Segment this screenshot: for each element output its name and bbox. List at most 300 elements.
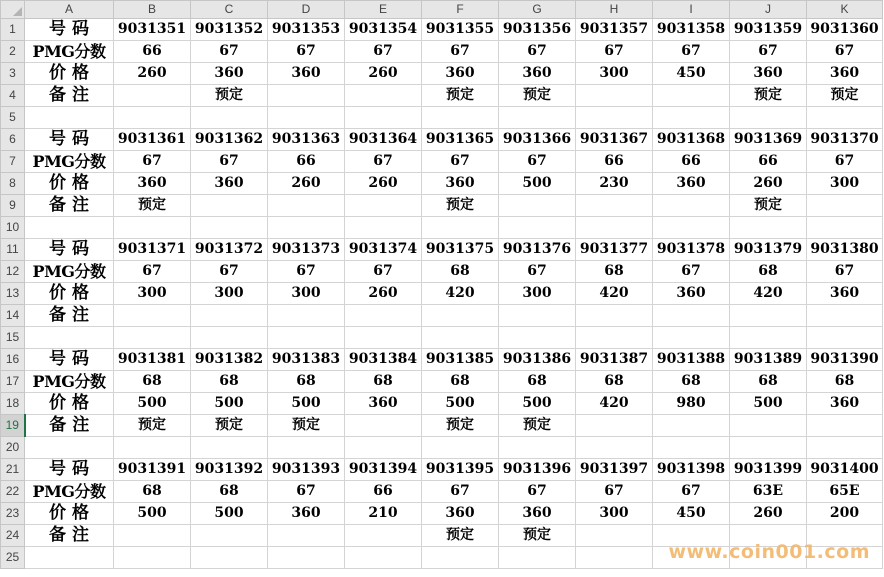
coin-number-cell[interactable]: 9031386 [499,349,576,371]
coin-number-cell[interactable]: 9031400 [807,459,883,481]
pmg-score-cell[interactable]: 67 [422,481,499,503]
pmg-score-cell[interactable]: 67 [114,261,191,283]
empty-cell[interactable] [576,547,653,569]
empty-cell[interactable] [25,107,114,129]
price-cell[interactable]: 500 [499,393,576,415]
row-header-3[interactable]: 3 [1,63,25,85]
row-label-pmg[interactable]: PMG分数 [25,371,114,393]
column-header-e[interactable]: E [345,1,422,19]
note-cell[interactable] [576,85,653,107]
coin-number-cell[interactable]: 9031380 [807,239,883,261]
coin-number-cell[interactable]: 9031398 [653,459,730,481]
column-header-g[interactable]: G [499,1,576,19]
price-cell[interactable]: 360 [422,173,499,195]
coin-number-cell[interactable]: 9031363 [268,129,345,151]
pmg-score-cell[interactable]: 68 [268,371,345,393]
coin-number-cell[interactable]: 9031370 [807,129,883,151]
price-cell[interactable]: 500 [191,503,268,525]
empty-cell[interactable] [422,327,499,349]
empty-cell[interactable] [268,437,345,459]
pmg-score-cell[interactable]: 67 [499,481,576,503]
price-cell[interactable]: 260 [730,173,807,195]
price-cell[interactable]: 980 [653,393,730,415]
pmg-score-cell[interactable]: 67 [499,261,576,283]
pmg-score-cell[interactable]: 67 [422,151,499,173]
pmg-score-cell[interactable]: 67 [345,261,422,283]
coin-number-cell[interactable]: 9031356 [499,19,576,41]
pmg-score-cell[interactable]: 68 [576,261,653,283]
note-cell[interactable] [191,305,268,327]
pmg-score-cell[interactable]: 66 [345,481,422,503]
note-cell[interactable] [807,195,883,217]
note-cell[interactable] [114,525,191,547]
column-header-a[interactable]: A [25,1,114,19]
note-cell[interactable]: 预定 [114,415,191,437]
pmg-score-cell[interactable]: 68 [191,481,268,503]
price-cell[interactable]: 500 [499,173,576,195]
coin-number-cell[interactable]: 9031353 [268,19,345,41]
price-cell[interactable]: 360 [191,63,268,85]
empty-cell[interactable] [499,327,576,349]
price-cell[interactable]: 360 [114,173,191,195]
empty-cell[interactable] [268,217,345,239]
empty-cell[interactable] [653,107,730,129]
pmg-score-cell[interactable]: 65E [807,481,883,503]
price-cell[interactable]: 210 [345,503,422,525]
coin-number-cell[interactable]: 9031393 [268,459,345,481]
pmg-score-cell[interactable]: 66 [268,151,345,173]
price-cell[interactable]: 360 [422,503,499,525]
pmg-score-cell[interactable]: 68 [114,371,191,393]
row-header-4[interactable]: 4 [1,85,25,107]
note-cell[interactable]: 预定 [191,415,268,437]
note-cell[interactable] [191,525,268,547]
coin-number-cell[interactable]: 9031354 [345,19,422,41]
column-header-d[interactable]: D [268,1,345,19]
coin-number-cell[interactable]: 9031382 [191,349,268,371]
note-cell[interactable] [499,195,576,217]
coin-number-cell[interactable]: 9031389 [730,349,807,371]
note-cell[interactable] [807,415,883,437]
pmg-score-cell[interactable]: 67 [422,41,499,63]
note-cell[interactable]: 预定 [191,85,268,107]
price-cell[interactable]: 360 [730,63,807,85]
empty-cell[interactable] [191,547,268,569]
note-cell[interactable]: 预定 [422,415,499,437]
empty-cell[interactable] [422,547,499,569]
empty-cell[interactable] [576,437,653,459]
empty-cell[interactable] [25,437,114,459]
note-cell[interactable] [268,525,345,547]
pmg-score-cell[interactable]: 67 [268,261,345,283]
row-header-20[interactable]: 20 [1,437,25,459]
empty-cell[interactable] [268,327,345,349]
coin-number-cell[interactable]: 9031378 [653,239,730,261]
row-label-code[interactable]: 号 码 [25,459,114,481]
row-header-14[interactable]: 14 [1,305,25,327]
note-cell[interactable]: 预定 [114,195,191,217]
note-cell[interactable] [422,305,499,327]
empty-cell[interactable] [191,327,268,349]
empty-cell[interactable] [345,327,422,349]
pmg-score-cell[interactable]: 66 [114,41,191,63]
pmg-score-cell[interactable]: 67 [653,481,730,503]
empty-cell[interactable] [730,437,807,459]
pmg-score-cell[interactable]: 68 [114,481,191,503]
empty-cell[interactable] [345,217,422,239]
note-cell[interactable]: 预定 [268,415,345,437]
price-cell[interactable]: 360 [499,503,576,525]
coin-number-cell[interactable]: 9031357 [576,19,653,41]
price-cell[interactable]: 300 [576,503,653,525]
price-cell[interactable]: 420 [422,283,499,305]
note-cell[interactable]: 预定 [499,415,576,437]
pmg-score-cell[interactable]: 63E [730,481,807,503]
note-cell[interactable] [576,305,653,327]
note-cell[interactable] [576,195,653,217]
row-label-pmg[interactable]: PMG分数 [25,481,114,503]
empty-cell[interactable] [807,327,883,349]
empty-cell[interactable] [730,327,807,349]
coin-number-cell[interactable]: 9031373 [268,239,345,261]
pmg-score-cell[interactable]: 66 [730,151,807,173]
pmg-score-cell[interactable]: 67 [807,41,883,63]
note-cell[interactable] [576,525,653,547]
row-label-note[interactable]: 备 注 [25,305,114,327]
row-label-code[interactable]: 号 码 [25,349,114,371]
coin-number-cell[interactable]: 9031352 [191,19,268,41]
price-cell[interactable]: 260 [345,173,422,195]
pmg-score-cell[interactable]: 68 [422,371,499,393]
coin-number-cell[interactable]: 9031391 [114,459,191,481]
price-cell[interactable]: 360 [345,393,422,415]
coin-number-cell[interactable]: 9031388 [653,349,730,371]
pmg-score-cell[interactable]: 67 [191,41,268,63]
note-cell[interactable] [653,195,730,217]
empty-cell[interactable] [576,107,653,129]
row-header-23[interactable]: 23 [1,503,25,525]
coin-number-cell[interactable]: 9031395 [422,459,499,481]
empty-cell[interactable] [25,217,114,239]
price-cell[interactable]: 500 [422,393,499,415]
pmg-score-cell[interactable]: 68 [730,371,807,393]
price-cell[interactable]: 200 [807,503,883,525]
note-cell[interactable] [345,305,422,327]
pmg-score-cell[interactable]: 66 [576,151,653,173]
pmg-score-cell[interactable]: 67 [807,261,883,283]
coin-number-cell[interactable]: 9031396 [499,459,576,481]
row-label-price[interactable]: 价 格 [25,63,114,85]
empty-cell[interactable] [653,327,730,349]
price-cell[interactable]: 300 [268,283,345,305]
row-label-note[interactable]: 备 注 [25,85,114,107]
row-header-1[interactable]: 1 [1,19,25,41]
note-cell[interactable] [576,415,653,437]
coin-number-cell[interactable]: 9031379 [730,239,807,261]
empty-cell[interactable] [807,217,883,239]
empty-cell[interactable] [807,107,883,129]
price-cell[interactable]: 300 [114,283,191,305]
empty-cell[interactable] [499,107,576,129]
row-header-17[interactable]: 17 [1,371,25,393]
row-label-price[interactable]: 价 格 [25,283,114,305]
price-cell[interactable]: 500 [268,393,345,415]
row-header-11[interactable]: 11 [1,239,25,261]
note-cell[interactable] [653,85,730,107]
coin-number-cell[interactable]: 9031390 [807,349,883,371]
price-cell[interactable]: 450 [653,63,730,85]
row-header-6[interactable]: 6 [1,129,25,151]
price-cell[interactable]: 300 [576,63,653,85]
empty-cell[interactable] [191,107,268,129]
price-cell[interactable]: 360 [807,283,883,305]
row-header-21[interactable]: 21 [1,459,25,481]
price-cell[interactable]: 300 [807,173,883,195]
coin-number-cell[interactable]: 9031362 [191,129,268,151]
empty-cell[interactable] [807,437,883,459]
empty-cell[interactable] [730,217,807,239]
note-cell[interactable]: 预定 [807,85,883,107]
row-label-pmg[interactable]: PMG分数 [25,151,114,173]
row-label-note[interactable]: 备 注 [25,415,114,437]
empty-cell[interactable] [576,327,653,349]
row-label-pmg[interactable]: PMG分数 [25,41,114,63]
price-cell[interactable]: 300 [191,283,268,305]
note-cell[interactable] [345,415,422,437]
empty-cell[interactable] [730,107,807,129]
empty-cell[interactable] [25,327,114,349]
coin-number-cell[interactable]: 9031371 [114,239,191,261]
column-header-f[interactable]: F [422,1,499,19]
price-cell[interactable]: 360 [807,393,883,415]
price-cell[interactable]: 360 [499,63,576,85]
pmg-score-cell[interactable]: 67 [499,151,576,173]
pmg-score-cell[interactable]: 68 [653,371,730,393]
empty-cell[interactable] [422,217,499,239]
column-header-j[interactable]: J [730,1,807,19]
note-cell[interactable]: 预定 [422,85,499,107]
column-header-c[interactable]: C [191,1,268,19]
row-header-18[interactable]: 18 [1,393,25,415]
price-cell[interactable]: 260 [730,503,807,525]
pmg-score-cell[interactable]: 67 [191,151,268,173]
price-cell[interactable]: 260 [345,283,422,305]
row-header-7[interactable]: 7 [1,151,25,173]
price-cell[interactable]: 360 [268,63,345,85]
price-cell[interactable]: 450 [653,503,730,525]
row-label-code[interactable]: 号 码 [25,239,114,261]
pmg-score-cell[interactable]: 67 [345,151,422,173]
coin-number-cell[interactable]: 9031351 [114,19,191,41]
row-label-note[interactable]: 备 注 [25,525,114,547]
price-cell[interactable]: 260 [268,173,345,195]
row-header-13[interactable]: 13 [1,283,25,305]
pmg-score-cell[interactable]: 67 [268,41,345,63]
pmg-score-cell[interactable]: 68 [730,261,807,283]
empty-cell[interactable] [499,217,576,239]
note-cell[interactable]: 预定 [422,525,499,547]
note-cell[interactable]: 预定 [499,525,576,547]
price-cell[interactable]: 500 [730,393,807,415]
empty-cell[interactable] [191,437,268,459]
price-cell[interactable]: 500 [191,393,268,415]
coin-number-cell[interactable]: 9031397 [576,459,653,481]
note-cell[interactable]: 预定 [730,85,807,107]
row-label-code[interactable]: 号 码 [25,129,114,151]
pmg-score-cell[interactable]: 68 [499,371,576,393]
note-cell[interactable] [114,85,191,107]
row-header-5[interactable]: 5 [1,107,25,129]
note-cell[interactable] [807,305,883,327]
pmg-score-cell[interactable]: 66 [653,151,730,173]
empty-cell[interactable] [345,107,422,129]
row-header-16[interactable]: 16 [1,349,25,371]
empty-cell[interactable] [422,437,499,459]
row-header-8[interactable]: 8 [1,173,25,195]
row-label-code[interactable]: 号 码 [25,19,114,41]
coin-number-cell[interactable]: 9031367 [576,129,653,151]
price-cell[interactable]: 260 [345,63,422,85]
pmg-score-cell[interactable]: 68 [422,261,499,283]
price-cell[interactable]: 360 [653,283,730,305]
price-cell[interactable]: 360 [268,503,345,525]
price-cell[interactable]: 360 [422,63,499,85]
pmg-score-cell[interactable]: 67 [730,41,807,63]
column-header-k[interactable]: K [807,1,883,19]
pmg-score-cell[interactable]: 67 [576,41,653,63]
note-cell[interactable] [345,195,422,217]
pmg-score-cell[interactable]: 67 [653,41,730,63]
pmg-score-cell[interactable]: 67 [345,41,422,63]
pmg-score-cell[interactable]: 68 [807,371,883,393]
empty-cell[interactable] [114,107,191,129]
empty-cell[interactable] [576,217,653,239]
note-cell[interactable] [114,305,191,327]
row-label-price[interactable]: 价 格 [25,173,114,195]
coin-number-cell[interactable]: 9031399 [730,459,807,481]
row-header-22[interactable]: 22 [1,481,25,503]
empty-cell[interactable] [653,437,730,459]
row-header-24[interactable]: 24 [1,525,25,547]
note-cell[interactable] [730,305,807,327]
note-cell[interactable]: 预定 [730,195,807,217]
coin-number-cell[interactable]: 9031376 [499,239,576,261]
pmg-score-cell[interactable]: 67 [499,41,576,63]
coin-number-cell[interactable]: 9031374 [345,239,422,261]
row-label-price[interactable]: 价 格 [25,393,114,415]
price-cell[interactable]: 260 [114,63,191,85]
note-cell[interactable]: 预定 [499,85,576,107]
price-cell[interactable]: 420 [576,393,653,415]
pmg-score-cell[interactable]: 68 [191,371,268,393]
price-cell[interactable]: 300 [499,283,576,305]
row-label-price[interactable]: 价 格 [25,503,114,525]
coin-number-cell[interactable]: 9031381 [114,349,191,371]
column-header-b[interactable]: B [114,1,191,19]
coin-number-cell[interactable]: 9031383 [268,349,345,371]
coin-number-cell[interactable]: 9031358 [653,19,730,41]
coin-number-cell[interactable]: 9031369 [730,129,807,151]
empty-cell[interactable] [499,547,576,569]
empty-cell[interactable] [114,547,191,569]
coin-number-cell[interactable]: 9031361 [114,129,191,151]
row-header-19[interactable]: 19 [1,415,25,437]
column-header-h[interactable]: H [576,1,653,19]
coin-number-cell[interactable]: 9031368 [653,129,730,151]
empty-cell[interactable] [268,107,345,129]
pmg-score-cell[interactable]: 67 [653,261,730,283]
row-header-9[interactable]: 9 [1,195,25,217]
row-header-15[interactable]: 15 [1,327,25,349]
coin-number-cell[interactable]: 9031385 [422,349,499,371]
price-cell[interactable]: 420 [730,283,807,305]
note-cell[interactable] [730,415,807,437]
coin-number-cell[interactable]: 9031375 [422,239,499,261]
note-cell[interactable] [268,305,345,327]
price-cell[interactable]: 360 [191,173,268,195]
pmg-score-cell[interactable]: 68 [576,371,653,393]
note-cell[interactable] [653,305,730,327]
pmg-score-cell[interactable]: 67 [576,481,653,503]
row-header-2[interactable]: 2 [1,41,25,63]
pmg-score-cell[interactable]: 67 [114,151,191,173]
select-all-corner[interactable] [1,1,25,19]
coin-number-cell[interactable]: 9031364 [345,129,422,151]
coin-number-cell[interactable]: 9031392 [191,459,268,481]
row-header-25[interactable]: 25 [1,547,25,569]
empty-cell[interactable] [345,547,422,569]
coin-number-cell[interactable]: 9031387 [576,349,653,371]
empty-cell[interactable] [114,217,191,239]
empty-cell[interactable] [25,547,114,569]
coin-number-cell[interactable]: 9031384 [345,349,422,371]
pmg-score-cell[interactable]: 67 [807,151,883,173]
note-cell[interactable] [345,525,422,547]
coin-number-cell[interactable]: 9031377 [576,239,653,261]
row-label-note[interactable]: 备 注 [25,195,114,217]
empty-cell[interactable] [114,327,191,349]
pmg-score-cell[interactable]: 67 [268,481,345,503]
empty-cell[interactable] [499,437,576,459]
empty-cell[interactable] [345,437,422,459]
coin-number-cell[interactable]: 9031394 [345,459,422,481]
empty-cell[interactable] [114,437,191,459]
empty-cell[interactable] [422,107,499,129]
row-header-10[interactable]: 10 [1,217,25,239]
price-cell[interactable]: 500 [114,393,191,415]
price-cell[interactable]: 360 [807,63,883,85]
note-cell[interactable] [499,305,576,327]
empty-cell[interactable] [653,217,730,239]
coin-number-cell[interactable]: 9031355 [422,19,499,41]
note-cell[interactable] [268,195,345,217]
row-label-pmg[interactable]: PMG分数 [25,261,114,283]
coin-number-cell[interactable]: 9031359 [730,19,807,41]
price-cell[interactable]: 420 [576,283,653,305]
pmg-score-cell[interactable]: 67 [191,261,268,283]
price-cell[interactable]: 500 [114,503,191,525]
coin-number-cell[interactable]: 9031360 [807,19,883,41]
note-cell[interactable] [191,195,268,217]
coin-number-cell[interactable]: 9031366 [499,129,576,151]
column-header-i[interactable]: I [653,1,730,19]
coin-number-cell[interactable]: 9031365 [422,129,499,151]
pmg-score-cell[interactable]: 68 [345,371,422,393]
empty-cell[interactable] [268,547,345,569]
note-cell[interactable] [345,85,422,107]
price-cell[interactable]: 360 [653,173,730,195]
empty-cell[interactable] [191,217,268,239]
